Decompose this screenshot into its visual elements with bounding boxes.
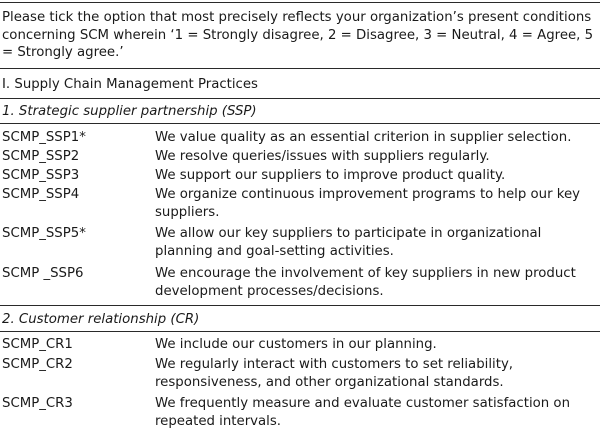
rule-after-ssp-title (0, 123, 600, 124)
rule-after-instructions (0, 68, 600, 69)
group-title-ssp: 1. Strategic supplier partnership (SSP) (2, 104, 257, 119)
top-rule (0, 2, 600, 3)
item-code: SCMP_SSP1* (2, 130, 86, 145)
item-code: SCMP_SSP4 (2, 187, 80, 202)
rule-after-section (0, 98, 600, 99)
item-code: SCMP _SSP6 (2, 266, 84, 281)
item-code: SCMP_SSP2 (2, 149, 80, 164)
instructions-text: Please tick the option that most precisely reflects your organization’s present conditions concerning SCM wherein ‘1 = Strongly disagree, 2 = Disagree, 3 = Neutral, 4 = Agree, 5 = Strongly agree.’ (2, 10, 594, 60)
section-title: I. Supply Chain Management Practices (2, 77, 258, 92)
rule-after-cr-title (0, 331, 600, 332)
item-code: SCMP_CR3 (2, 396, 73, 411)
item-code: SCMP_CR1 (2, 337, 73, 352)
item-statement: We resolve queries/issues with suppliers regularly. (155, 149, 490, 164)
item-statement: We value quality as an essential criterion in supplier selection. (155, 130, 572, 145)
group-title-cr: 2. Customer relationship (CR) (2, 312, 200, 327)
item-statement: We frequently measure and evaluate customer satisfaction on repeated intervals. (155, 396, 570, 429)
item-statement: We allow our key suppliers to participate in organizational planning and goal-setting activities. (155, 226, 542, 259)
item-statement: We support our suppliers to improve product quality. (155, 168, 506, 183)
item-statement: We include our customers in our planning. (155, 337, 437, 352)
item-statement: We regularly interact with customers to set reliability, responsiveness, and other organizational standards. (155, 357, 514, 390)
item-statement: We organize continuous improvement programs to help our key suppliers. (155, 187, 581, 220)
item-statement: We encourage the involvement of key suppliers in new product development processes/decisions. (155, 266, 576, 299)
rule-after-ssp-items (0, 305, 600, 306)
item-code: SCMP_SSP3 (2, 168, 80, 183)
item-code: SCMP_CR2 (2, 357, 73, 372)
item-code: SCMP_SSP5* (2, 226, 86, 241)
